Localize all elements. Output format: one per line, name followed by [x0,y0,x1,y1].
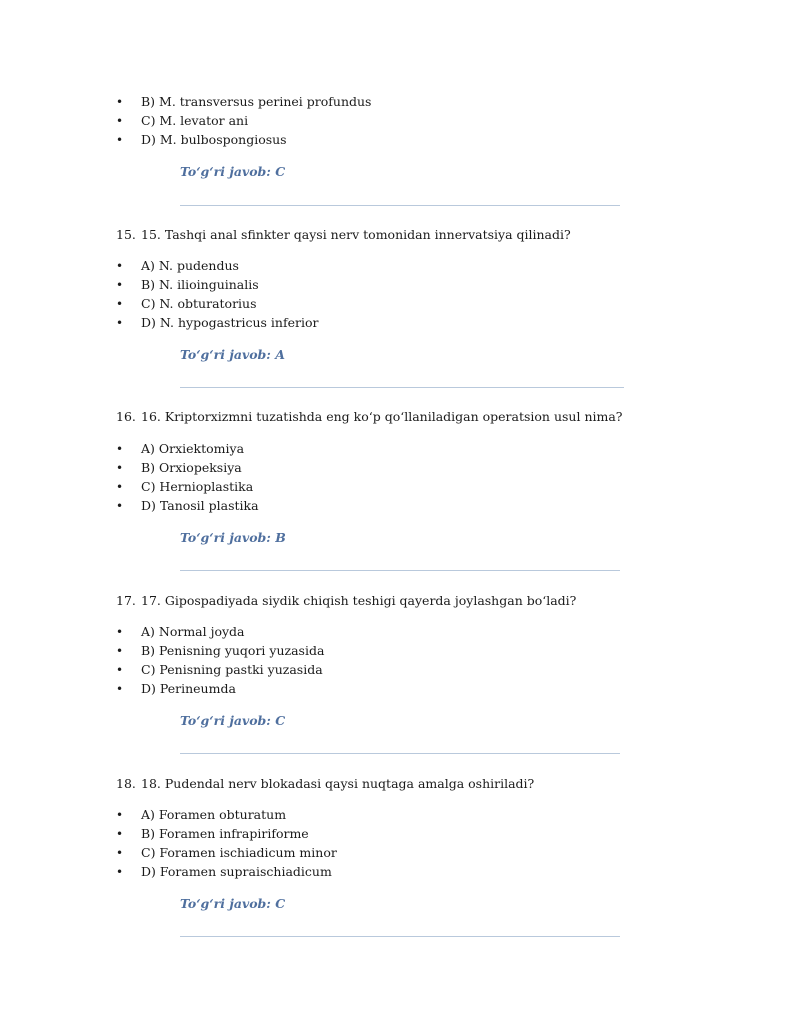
option-text: C) Foramen ischiadicum minor [141,845,337,860]
question-text: 15. Tashqi anal sfinkter qaysi nerv tomonidan innervatsiya qilinadi? [141,227,571,242]
divider [180,205,620,206]
question-number: 15. [116,227,136,242]
option-text: C) M. levator ani [141,113,249,128]
option-text: D) Tanosil plastika [141,498,259,513]
divider [180,753,620,754]
bullet-icon: • [116,663,124,677]
option-text: C) Penisning pastki yuzasida [141,662,323,677]
question-number: 18. [116,776,136,791]
option-text: B) Orxiopeksiya [141,460,242,475]
bullet-icon: • [116,865,124,879]
bullet-icon: • [116,95,124,109]
bullet-icon: • [116,114,124,128]
option-text: A) N. pudendus [141,258,239,273]
divider [180,936,620,937]
bullet-icon: • [116,499,124,513]
bullet-icon: • [116,461,124,475]
question-number: 17. [116,593,136,608]
bullet-icon: • [116,278,124,292]
bullet-icon: • [116,827,124,841]
option-text: A) Normal joyda [141,624,245,639]
option-text: B) M. transversus perinei profundus [141,94,372,109]
correct-answer: To‘g‘ri javob: A [180,347,285,362]
divider [180,387,624,388]
option-text: B) Foramen infrapiriforme [141,826,309,841]
bullet-icon: • [116,625,124,639]
bullet-icon: • [116,442,124,456]
option-text: A) Orxiektomiya [141,441,245,456]
bullet-icon: • [116,297,124,311]
option-text: B) N. ilioinguinalis [141,277,259,292]
bullet-icon: • [116,644,124,658]
correct-answer: To‘g‘ri javob: B [180,530,286,545]
bullet-icon: • [116,808,124,822]
bullet-icon: • [116,682,124,696]
correct-answer: To‘g‘ri javob: C [180,896,286,911]
question-text: 17. Gipospadiyada siydik chiqish teshigi qayerda joylashgan bo‘ladi? [141,593,577,608]
correct-answer: To‘g‘ri javob: C [180,164,286,179]
question-text: 18. Pudendal nerv blokadasi qaysi nuqtaga amalga oshiriladi? [141,776,535,791]
bullet-icon: • [116,846,124,860]
question-number: 16. [116,409,136,424]
option-text: D) M. bulbospongiosus [141,132,287,147]
divider [180,570,620,571]
option-text: D) Perineumda [141,681,236,696]
correct-answer: To‘g‘ri javob: C [180,713,286,728]
option-text: D) Foramen supraischiadicum [141,864,332,879]
option-text: A) Foramen obturatum [141,807,287,822]
bullet-icon: • [116,316,124,330]
option-text: D) N. hypogastricus inferior [141,315,319,330]
option-text: C) Hernioplastika [141,479,254,494]
option-text: C) N. obturatorius [141,296,257,311]
bullet-icon: • [116,480,124,494]
bullet-icon: • [116,259,124,273]
option-text: B) Penisning yuqori yuzasida [141,643,325,658]
bullet-icon: • [116,133,124,147]
question-text: 16. Kriptorxizmni tuzatishda eng ko‘p qo‘llaniladigan operatsion usul nima? [141,409,623,424]
